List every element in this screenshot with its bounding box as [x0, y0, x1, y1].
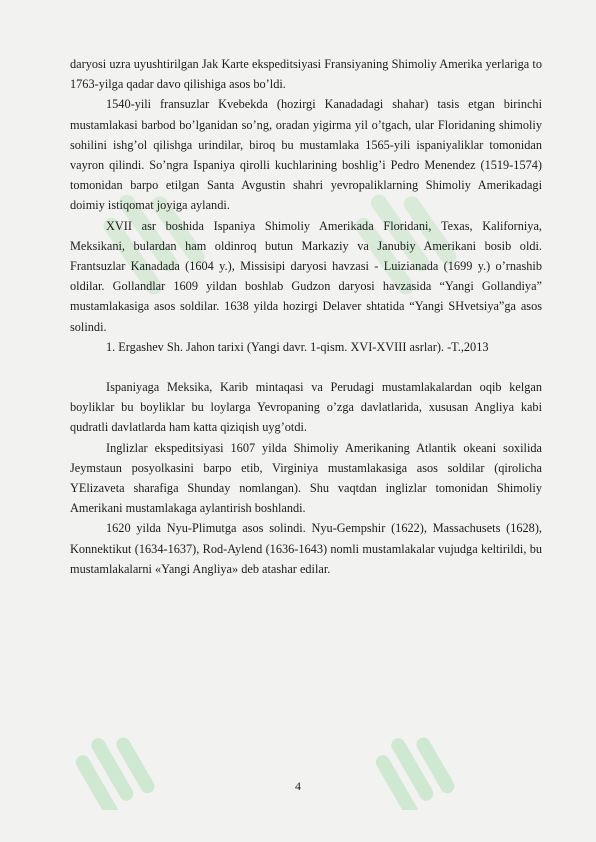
- paragraph-2: 1540-yili fransuzlar Kvebekda (hozirgi Kanadadagi shahar) tasis etgan birinchi mustamlakasi barbod bo’lganidan so’ng, oradan yigirma yil o’tgach, ular Floridaning shimoliy sohilini ishg’ol qilishga urindilar, biroq bu mustamlaka 1565-yili ispaniyaliklar tomonidan vayron qilindi. So’ngra Ispaniya qirolli kuchlarining boshlig’i Pedro Menendez (1519-1574) tomonidan barpo etilgan Santa Avgustin shahri yevropaliklarning Shimoliy Amerikadagi doimiy istiqomat joyiga aylandi.: [70, 97, 542, 213]
- paragraph-5: Inglizlar ekspeditsiyasi 1607 yilda Shimoliy Amerikaning Atlantik okeani soxilida Jeymstaun posyolkasini barpo etib, Virginiya mustamlakasiga asos soldilar (qirolicha YElizaveta sharafiga Shunday nomlangan). Shu vaqtdan inglizlar tomonidan Shimoliy Amerikani mustamlakaga aylantirish boshlandi.: [70, 440, 542, 516]
- paragraph-4: Ispaniyaga Meksika, Karib mintaqasi va Perudagi mustamlakalardan oqib kelgan boyliklar bu boyliklar bu loylarga Yevropaning o’zga davlatlarida, xususan Angliya kabi qudratli davlatlarda ham katta qiziqish uyg’otdi.: [70, 380, 542, 435]
- reference-note: 1. Ergashev Sh. Jahon tarixi (Yangi davr. 1-qism. XVI-XVIII asrlar). -T.,2013: [106, 339, 489, 354]
- paragraph-1: daryosi uzra uyushtirilgan Jak Karte ekspeditsiyasi Fransiyaning Shimoliy Amerika yerlariga to 1763-yilga qadar davo qilishiga asos bo’ldi.: [70, 57, 542, 92]
- page-number: 4: [295, 779, 301, 793]
- paragraph-3: XVII asr boshida Ispaniya Shimoliy Amerikada Floridani, Texas, Kaliforniya, Meksikani, bulardan ham oldinroq butun Markaziy va Janubiy Amerikani bosib oldi. Frantsuzlar Kanadada (1604 y.), Missisipi daryosi havzasi - Luizianada (1699 y.) o’rnashib oldilar. Gollandlar 1609 yildan boshlab Gudzon daryosi havzasida “Yangi Gollandiya” mustamlakasiga asos soldilar. 1638 yilda hozirgi Delaver shtatida “Yangi SHvetsiya”ga asos solindi.: [70, 218, 542, 334]
- page-body: [70, 54, 542, 579]
- paragraph-6: 1620 yilda Nyu-Plimutga asos solindi. Nyu-Gempshir (1622), Massachusets (1628), Konnektikut (1634-1637), Rod-Aylend (1636-1643) nomli mustamlakalar vujudga keltirildi, bu mustamlakalarni «Yangi Angliya» deb atashar edilar.: [70, 521, 542, 576]
